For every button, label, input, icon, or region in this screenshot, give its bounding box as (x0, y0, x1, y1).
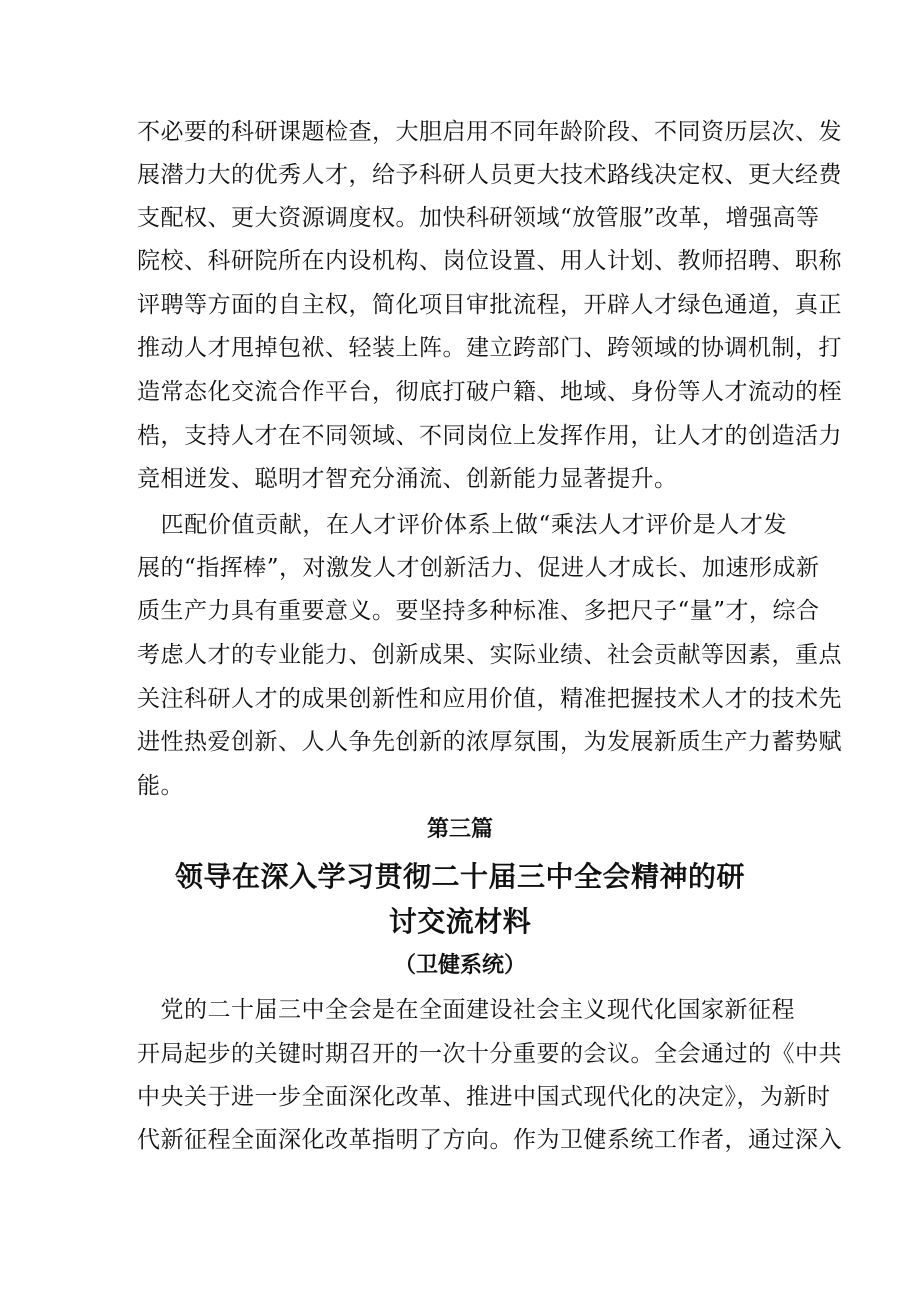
section-label: 第三篇 (426, 817, 493, 842)
text-line: 展潜力大的优秀人才，给予科研人员更大技术路线决定权、更大经费 (137, 162, 842, 188)
text-line: 能。 (137, 773, 184, 799)
text-line: 考虑人才的专业能力、创新成果、实际业绩、社会贡献等因素，重点 (137, 642, 842, 668)
text-line: 进性热爱创新、人人争先创新的浓厚氛围，为发展新质生产力蓄势赋 (137, 729, 842, 755)
text-line: 关注科研人才的成果创新性和应用价值，精准把握技术人才的技术先 (137, 686, 842, 712)
text-line: 不必要的科研课题检查，大胆启用不同年龄阶段、不同资历层次、发 (137, 119, 842, 145)
document-title-line-1: 领导在深入学习贯彻二十届三中全会精神的研 (174, 860, 745, 893)
text-line: 评聘等方面的自主权，简化项目审批流程，开辟人才绿色通道，真正 (137, 292, 842, 318)
text-line: 代新征程全面深化改革指明了方向。作为卫健系统工作者，通过深入 (137, 1127, 842, 1153)
text-line: 推动人才甩掉包袱、轻装上阵。建立跨部门、跨领域的协调机制，打 (137, 335, 842, 361)
text-line: 院校、科研院所在内设机构、岗位设置、用人计划、教师招聘、职称 (137, 248, 842, 274)
text-line: 支配权、更大资源调度权。加快科研领域“放管服”改革，增强高等 (137, 205, 820, 231)
text-line: 造常态化交流合作平台，彻底打破户籍、地域、身份等人才流动的桎 (137, 379, 842, 405)
document-title-line-2: 讨交流材料 (388, 905, 532, 938)
text-line: 开局起步的关键时期召开的一次十分重要的会议。全会通过的《中共 (137, 1041, 842, 1067)
document-subtitle: （卫健系统） (393, 953, 526, 978)
text-line: 质生产力具有重要意义。要坚持多种标准、多把尺子“量”才，综合 (137, 598, 820, 624)
text-line: 中央关于进一步全面深化改革、推进中国式现代化的决定》，为新时 (137, 1084, 831, 1110)
text-line: 匹配价值贡献，在人才评价体系上做“乘法人才评价是人才发 (137, 512, 787, 538)
text-line: 展的“指挥棒”，对激发人才创新活力、促进人才成长、加速形成新 (137, 555, 820, 581)
text-line: 梏，支持人才在不同领域、不同岗位上发挥作用，让人才的创造活力 (137, 423, 842, 449)
text-line: 竞相迸发、聪明才智充分涌流、创新能力显著提升。 (137, 466, 678, 492)
text-line: 党的二十届三中全会是在全面建设社会主义现代化国家新征程 (137, 997, 795, 1023)
